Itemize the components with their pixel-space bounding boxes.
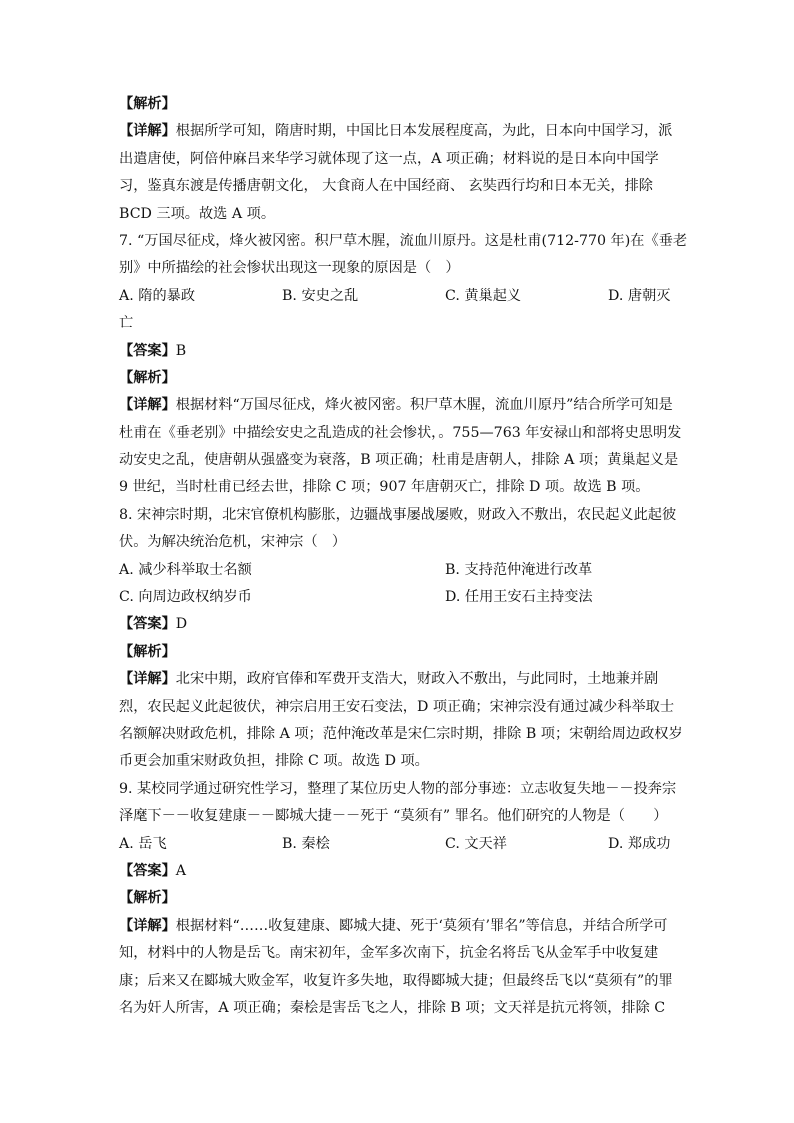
options-row — [119, 584, 675, 611]
option-d: D. 唐朝灭 — [608, 287, 671, 304]
option-a: A. 减少科举取士名额 — [119, 561, 252, 578]
option-wrap: 亡 — [119, 315, 134, 332]
option-c: C. 黄巢起义 — [445, 287, 522, 304]
option-b: B. 支持范仲淹进行改革 — [445, 561, 593, 578]
options-row — [119, 283, 675, 310]
analysis-heading: 【解析】 — [119, 643, 176, 660]
answer-value: B — [175, 342, 187, 359]
detail-line: 【详解】根据材料“万国尽征戍，烽火被冈密。积尸草木腥，流血川原丹”结合所学可知是 — [119, 397, 673, 414]
detail-line: 出遣唐使，阿倍仲麻吕来华学习就体现了这一点，A 项正确；材料说的是日本向中国学 — [119, 150, 659, 167]
analysis-heading: 【解析】 — [119, 369, 176, 386]
detail-tag: 【详解】 — [119, 123, 176, 140]
detail-line: 币更会加重宋财政负担，排除 C 项。故选 D 项。 — [119, 753, 429, 770]
detail-line: 名额解决财政危机，排除 A 项；范仲淹改革是宋仁宗时期，排除 B 项；宋朝给周边政权岁 — [119, 725, 683, 742]
option-a: A. 岳飞 — [119, 835, 167, 852]
answer-tag: 【答案】 — [119, 616, 176, 633]
question-stem: 泽麾下－－收复建康－－郾城大捷－－死于 “莫须有” 罪名。他们研究的人物是（ ） — [119, 808, 668, 825]
detail-line: 杜甫在《垂老别》中描绘安史之乱造成的社会惨状，。755—763 年安禄山和部将史思明发 — [119, 424, 682, 441]
detail-line: 【详解】根据材料“……收复建康、郾城大捷、死于‘莫须有’罪名”等信息，并结合所学可 — [119, 917, 668, 934]
detail-tag: 【详解】 — [119, 397, 176, 414]
detail-line: 习，鉴真东渡是传播唐朝文化， 大食商人在中国经商、 玄奘西行均和日本无关，排除 — [119, 178, 653, 195]
detail-line: 康；后来又在郾城大败金军，收复许多失地，取得郾城大捷；但最终岳飞以“莫须有”的罪 — [119, 972, 673, 989]
detail-line: BCD 三项。故选 A 项。 — [119, 205, 276, 222]
detail-line: 9 世纪，当时杜甫已经去世，排除 C 项；907 年唐朝灭亡，排除 D 项。故选 B 项。 — [119, 479, 650, 496]
question-stem: 伏。为解决统治危机，宋神宗（ ） — [119, 534, 347, 551]
options-row — [119, 557, 675, 584]
analysis-heading: 【解析】 — [119, 96, 176, 112]
detail-line: 名为奸人所害，A 项正确；秦桧是害岳飞之人，排除 B 项；文天祥是抗元将领，排除 C — [119, 999, 666, 1016]
answer-line — [119, 611, 675, 638]
answer-line — [119, 858, 675, 885]
option-d: D. 郑成功 — [608, 835, 671, 852]
option-b: B. 安史之乱 — [282, 287, 359, 304]
answer-value: A — [175, 862, 187, 879]
option-a: A. 隋的暴政 — [119, 287, 196, 304]
analysis-heading: 【解析】 — [119, 890, 176, 907]
detail-line: 【详解】根据所学可知，隋唐时期，中国比日本发展程度高，为此，日本向中国学习，派 — [119, 123, 673, 140]
answer-line — [119, 338, 675, 365]
answer-tag: 【答案】 — [119, 342, 176, 359]
option-d: D. 任用王安石主持变法 — [445, 589, 593, 606]
detail-line: 烈，农民起义此起彼伏，神宗启用王安石变法，D 项正确；宋神宗没有通过减少科举取士 — [119, 698, 675, 715]
document-page — [119, 91, 688, 1022]
detail-line: 知，材料中的人物是岳飞。南宋初年，金军多次南下，抗金名将岳飞从金军手中收复建 — [119, 945, 659, 962]
detail-line: 动安史之乱，使唐朝从强盛变为衰落，B 项正确；杜甫是唐朝人，排除 A 项；黄巢起义是 — [119, 452, 679, 469]
question-stem: 8. 宋神宗时期，北宋官僚机构膨胀，边疆战事屡战屡败，财政入不敷出，农民起义此起彼 — [119, 506, 677, 523]
option-c: C. 向周边政权纳岁币 — [119, 589, 252, 606]
detail-tag: 【详解】 — [119, 671, 176, 688]
question-stem: 9. 某校同学通过研究性学习，整理了某位历史人物的部分事迹：立志收复失地－－投奔宗 — [119, 780, 677, 797]
options-row — [119, 831, 675, 858]
detail-line: 【详解】北宋中期，政府官俸和军费开支浩大，财政入不敷出，与此同时，土地兼并剧 — [119, 671, 659, 688]
detail-tag: 【详解】 — [119, 917, 176, 934]
option-c: C. 文天祥 — [445, 835, 507, 852]
answer-tag: 【答案】 — [119, 862, 176, 879]
answer-value: D — [175, 616, 188, 633]
question-stem: 7. “万国尽征戍，烽火被冈密。积尸草木腥，流血川原丹。这是杜甫(712-770 年)在《垂老 — [119, 232, 688, 249]
option-b: B. 秦桧 — [282, 835, 330, 852]
question-stem: 别》中所描绘的社会惨状出现这一现象的原因是（ ） — [119, 260, 460, 277]
